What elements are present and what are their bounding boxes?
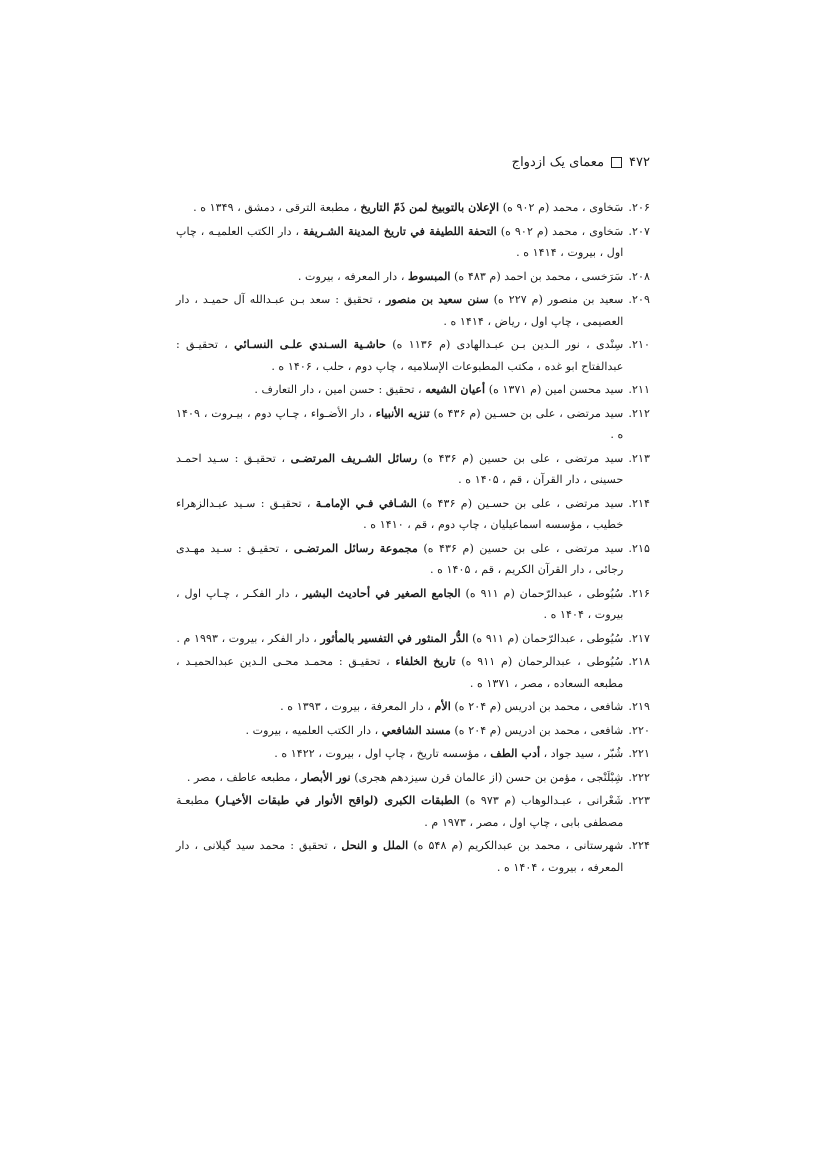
entry-number: ۲۱۹. xyxy=(628,700,650,713)
entry-publication: ، مؤسسه تاریخ ، چاپ اول ، بیروت ، ۱۴۲۲ ه . xyxy=(274,747,491,760)
entry-number: ۲۲۱. xyxy=(628,747,650,760)
entry-text xyxy=(176,651,623,694)
bibliography-list xyxy=(176,197,650,880)
entry-publication: ، دار الکتب العلمیه ، بیروت . xyxy=(245,723,382,737)
entry-number: ۲۱۷. xyxy=(628,631,650,645)
bibliography-entry xyxy=(176,767,650,789)
entry-publication: ، تحقیـق : محمـد محـی الـدین عبدالحمیـد ، مطبعه السعاده ، مصر ، ۱۳۷۱ ه . xyxy=(176,655,624,690)
bibliography-entry xyxy=(176,266,650,288)
entry-title: الدُّر المنثور في التفسیر بالمأثور xyxy=(320,630,469,645)
entry-author: سَرَخسی ، محمد بن احمد (م ۴۸۳ ه) xyxy=(450,269,624,283)
entry-author: سید مرتضی ، علی بن حسین (م ۴۳۶ ه) xyxy=(417,451,624,465)
entry-title: الإعلان بالتوبیخ لمن ذَمّ التاریخ xyxy=(360,200,500,214)
entry-number: ۲۲۰. xyxy=(628,723,650,737)
entry-text xyxy=(176,266,623,288)
book-title: معمای یک ازدواج xyxy=(511,154,605,170)
entry-author: سعید بن منصور (م ۲۲۷ ه) xyxy=(488,293,624,306)
entry-title: الشـافي فـي الإمامـة xyxy=(315,495,417,510)
entry-title: التحفة اللطیفة في تاریخ المدینة الشـریفة xyxy=(303,223,497,238)
entry-author: شافعی ، محمد بن ادریس (م ۲۰۴ ه) xyxy=(450,700,624,713)
entry-publication: ، تحقیق : محمد سید گیلانی ، دار المعرفه ، بیروت ، ۱۴۰۴ ه . xyxy=(176,839,624,874)
entry-number: ۲۰۶. xyxy=(628,201,650,214)
running-header xyxy=(176,152,650,172)
entry-author: سید مرتضی ، علی بن حسـین (م ۴۳۶ ه) xyxy=(416,496,624,510)
entry-author: شُبّر ، سید جواد ، xyxy=(540,747,624,760)
entry-number: ۲۰۷. xyxy=(628,224,650,238)
bibliography-entry xyxy=(176,583,650,626)
entry-publication: ، تحقیـق : سـید عبـدالزهراء خطیب ، مؤسسه اسماعیلیان ، چاپ دوم ، قم ، ۱۴۱۰ ه . xyxy=(176,496,624,531)
entry-publication: ، دار الکتب العلمیـه ، چاپ اول ، بیروت ، ۱۴۱۴ ه . xyxy=(176,224,624,259)
entry-author: شِبْلَنْجی ، مؤمن بن حسن (از عالمان قرن سیزدهم هجری) xyxy=(350,770,624,784)
entry-text xyxy=(176,538,623,581)
entry-publication: ، تحقیـق : سـید مهـدی رجائی ، دار القرآن الکریم ، قم ، ۱۴۰۵ ه . xyxy=(176,541,624,576)
page-number: ۴۷۲ xyxy=(629,154,650,170)
entry-number: ۲۱۵. xyxy=(628,541,650,555)
bibliography-entry xyxy=(176,197,650,219)
entry-publication: ، دار الفکـر ، چـاپ اول ، بیروت ، ۱۴۰۴ ه . xyxy=(176,586,624,621)
entry-author: سِنْدی ، نور الـدین بـن عبـدالهادی (م ۱۱۳۶ ه) xyxy=(386,338,624,351)
entry-text xyxy=(176,696,623,718)
entry-title: الجامع الصغیر في أحادیث البشیر xyxy=(302,585,461,600)
bibliography-entry xyxy=(176,289,650,332)
entry-title: مجموعة رسائل المرتضـی xyxy=(293,540,418,555)
entry-number: ۲۲۳. xyxy=(628,794,650,807)
entry-publication: ، دار المعرفة ، بیروت ، ۱۳۹۳ ه . xyxy=(280,700,435,713)
entry-text xyxy=(176,767,623,789)
entry-number: ۲۱۳. xyxy=(628,451,650,465)
entry-publication: ، مطبعة الترقی ، دمشق ، ۱۳۴۹ ه . xyxy=(193,201,361,214)
entry-publication: ، دار الفکر ، بیروت ، ۱۹۹۳ م . xyxy=(176,631,321,645)
entry-publication: ، مطبعه عاطف ، مصر . xyxy=(186,770,302,784)
bibliography-entry xyxy=(176,379,650,401)
bibliography-entry xyxy=(176,448,650,491)
entry-text xyxy=(176,835,623,878)
entry-title: المبسوط xyxy=(408,268,451,283)
entry-text xyxy=(176,448,623,491)
entry-title: تاریخ الخلفاء xyxy=(395,654,456,668)
entry-text xyxy=(176,720,623,742)
bibliography-entry xyxy=(176,743,650,765)
entry-text xyxy=(176,289,623,332)
bibliography-entry xyxy=(176,790,650,833)
entry-number: ۲۱۱. xyxy=(628,383,650,396)
entry-publication: ، دار الأضـواء ، چـاپ دوم ، بیـروت ، ۱۴۰۹ ه . xyxy=(176,406,624,441)
entry-author: سید مرتضی ، علی بن حسـین (م ۴۳۶ ه) xyxy=(429,406,624,420)
entry-text xyxy=(176,493,623,536)
entry-author: سید محسن امین (م ۱۳۷۱ ه) xyxy=(485,383,624,396)
entry-publication: مطبعـة مصطفی بابی ، چاپ اول ، مصر ، ۱۹۷۳ م . xyxy=(176,794,624,829)
bibliography-entry xyxy=(176,696,650,718)
entry-author: سَخاوی ، محمد (م ۹۰۲ ه) xyxy=(496,224,624,238)
entry-text xyxy=(176,790,623,833)
entry-title: تنزیه الأنبیاء xyxy=(375,405,430,420)
bibliography-entry xyxy=(176,835,650,878)
entry-number: ۲۱۸. xyxy=(628,655,650,668)
entry-title: رسائل الشـریف المرتضـی xyxy=(290,450,418,465)
entry-author: شَعْرانی ، عبـدالوهاب (م ۹۷۳ ه) xyxy=(459,794,624,807)
entry-number: ۲۲۴. xyxy=(628,839,650,852)
entry-author: سَخاوی ، محمد (م ۹۰۲ ه) xyxy=(499,201,624,214)
entry-text xyxy=(176,628,623,650)
entry-title: الملل و النحل xyxy=(341,838,409,852)
entry-number: ۲۱۰. xyxy=(628,338,650,351)
entry-author: سُیُوطی ، عبدالرحمان (م ۹۱۱ ه) xyxy=(455,655,624,668)
entry-number: ۲۱۲. xyxy=(628,406,650,420)
entry-number: ۲۲۲. xyxy=(628,770,650,784)
bibliography-entry xyxy=(176,720,650,742)
entry-publication: ، دار المعرفه ، بیروت . xyxy=(297,269,408,283)
entry-number: ۲۱۴. xyxy=(628,496,650,510)
entry-publication: ، تحقیق : حسن امین ، دار التعارف . xyxy=(254,383,426,396)
bibliography-entry xyxy=(176,334,650,377)
entry-text xyxy=(176,221,623,264)
entry-author: سُیُوطی ، عبدالرّحمان (م ۹۱۱ ه) xyxy=(468,631,624,645)
entry-author: شافعی ، محمد بن ادریس (م ۲۰۴ ه) xyxy=(450,723,624,737)
entry-author: شهرستانی ، محمد بن عبدالکریم (م ۵۴۸ ه) xyxy=(408,839,624,852)
entry-publication: ، تحقیـق : سـید احمـد حسینی ، دار القرآن ، قم ، ۱۴۰۵ ه . xyxy=(176,451,624,486)
entry-text xyxy=(176,403,623,446)
entry-publication: ، تحقیـق : عبدالفتاح ابو غده ، مکتب المطبوعات الإسلامیه ، چاپ دوم ، حلب ، ۱۴۰۶ ه . xyxy=(176,338,624,373)
bibliography-entry xyxy=(176,628,650,650)
entry-title: نور الأبصار xyxy=(301,769,351,784)
entry-title: مسند الشافعي xyxy=(381,722,451,737)
entry-author: سُیُوطی ، عبدالرّحمان (م ۹۱۱ ه) xyxy=(460,586,624,600)
bibliography-entry xyxy=(176,493,650,536)
entry-title: سنن سعید بن منصور xyxy=(385,292,489,306)
entry-title: الطبقات الکبری (لواقح الأنوار في طبقات الأخیـار) xyxy=(214,793,460,807)
bibliography-entry xyxy=(176,651,650,694)
entry-text xyxy=(176,379,623,401)
entry-title: حاشـیة السـندي علـی النسـائي xyxy=(234,337,387,351)
bibliography-entry xyxy=(176,538,650,581)
entry-text xyxy=(176,197,623,219)
entry-title: أعیان الشیعه xyxy=(425,382,486,396)
bibliography-entry xyxy=(176,221,650,264)
entry-number: ۲۰۹. xyxy=(628,293,650,306)
entry-text xyxy=(176,743,623,765)
bibliography-entry xyxy=(176,403,650,446)
entry-publication: ، تحقیق : سعد بـن عبـدالله آل حمیـد ، دار العصیمی ، چاپ اول ، ریاض ، ۱۴۱۴ ه . xyxy=(176,293,624,328)
entry-text xyxy=(176,583,623,626)
entry-title: أدب الطف xyxy=(490,746,541,760)
entry-text xyxy=(176,334,623,377)
entry-number: ۲۰۸. xyxy=(628,269,650,283)
entry-title: الأم xyxy=(434,699,451,713)
entry-author: سید مرتضی ، علی بن حسین (م ۴۳۶ ه) xyxy=(417,541,624,555)
square-ornament-icon xyxy=(611,157,622,168)
entry-number: ۲۱۶. xyxy=(628,586,650,600)
